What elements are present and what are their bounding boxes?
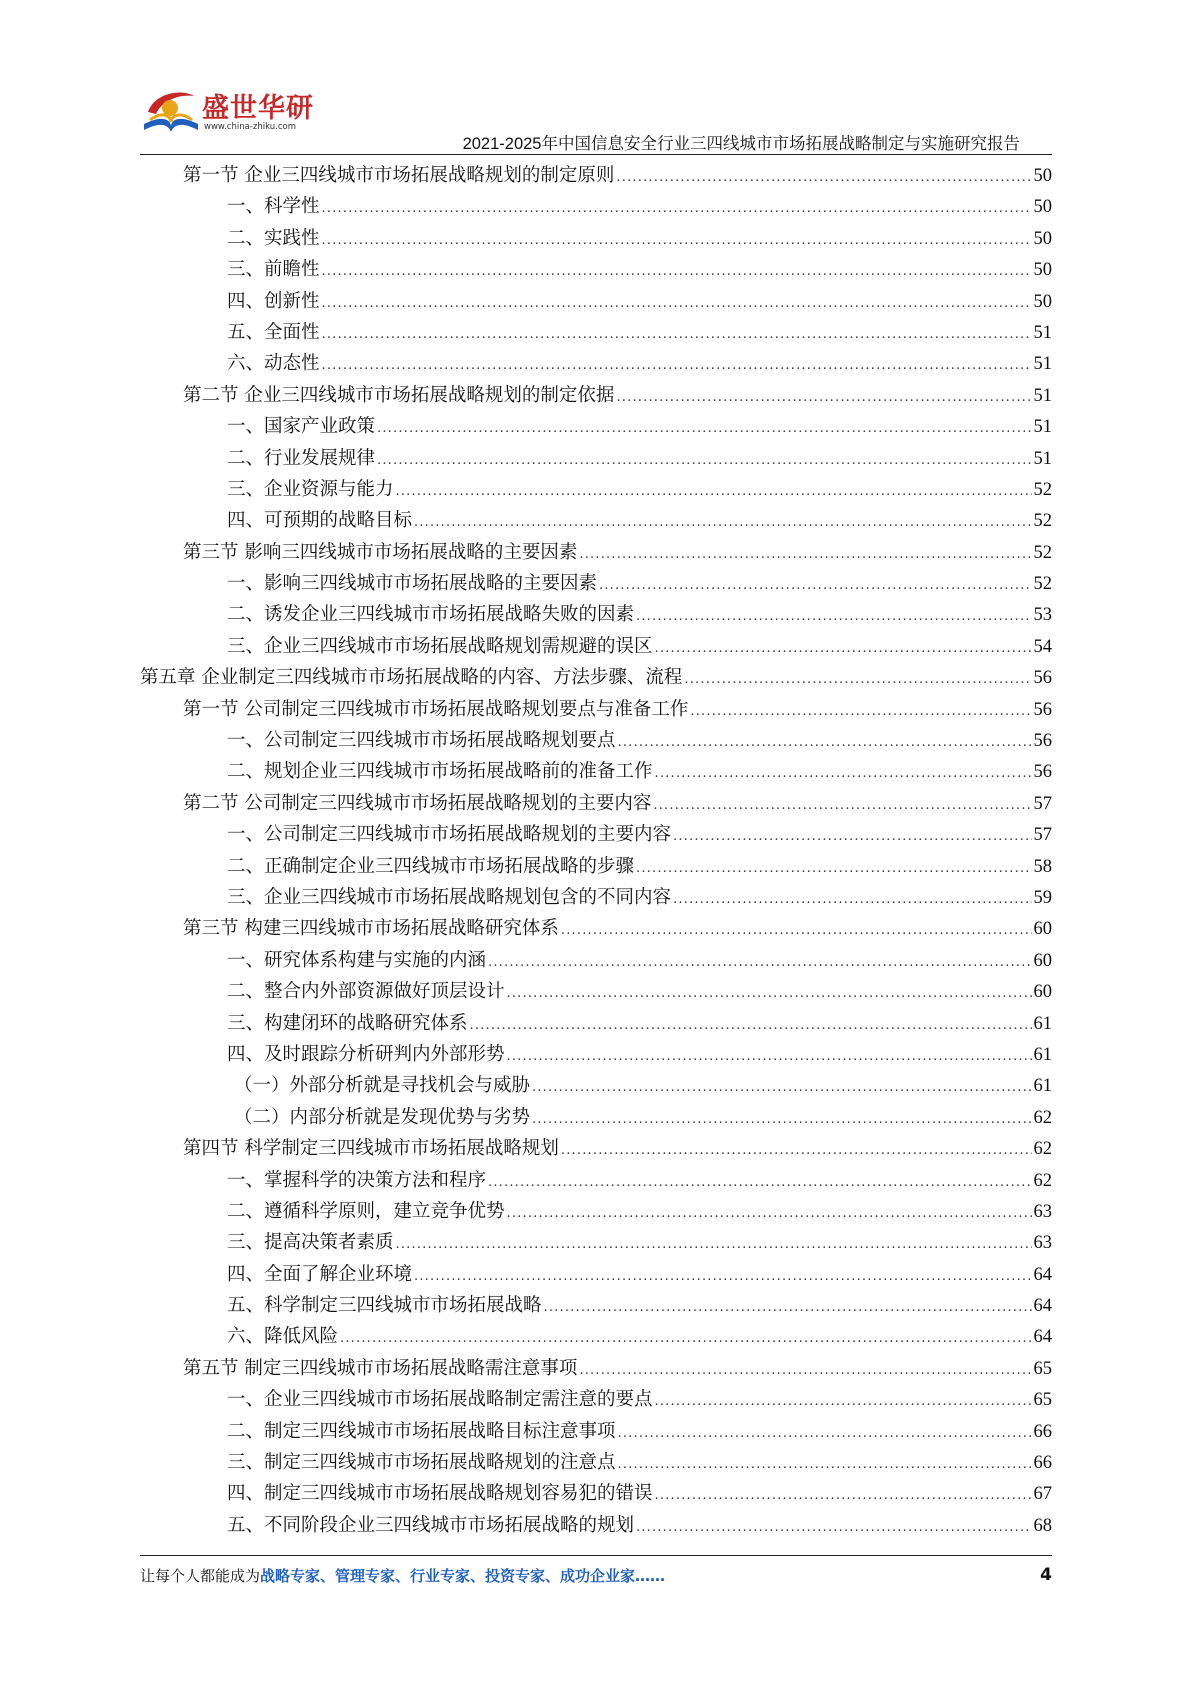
toc-leader-dots (653, 790, 1031, 821)
logo-url: www.china-zhiku.com (204, 122, 296, 132)
toc-leader-dots (684, 664, 1031, 695)
toc-entry-label: （二）内部分析就是发现优势与劣势 (234, 1106, 531, 1128)
toc-leader-dots (636, 853, 1031, 884)
toc-entry-label: 五、全面性 (227, 321, 320, 343)
toc-entry[interactable] (140, 1227, 1052, 1258)
logo-name: 盛世华研 (202, 93, 314, 124)
toc-entry[interactable] (140, 1290, 1052, 1321)
toc-entry-label: 四、及时跟踪分析研判内外部形势 (227, 1043, 505, 1065)
toc-leader-dots (616, 162, 1031, 193)
toc-entry-page: 56 (1033, 668, 1052, 689)
toc-entry-label: 第三节 构建三四线城市市场拓展战略研究体系 (183, 918, 559, 940)
report-title: 2021-2025年中国信息安全行业三四线城市市场拓展战略制定与实施研究报告 (462, 135, 1020, 153)
toc-entry-page: 63 (1033, 1201, 1052, 1222)
toc-entry[interactable] (140, 411, 1052, 442)
toc-entry[interactable] (140, 1259, 1052, 1290)
toc-entry-page: 61 (1033, 1044, 1052, 1065)
toc-entry-page: 57 (1033, 825, 1052, 846)
toc-leader-dots (340, 1323, 1031, 1354)
toc-entry-label: 二、规划企业三四线城市市场拓展战略前的准备工作 (227, 761, 653, 783)
page-footer (140, 1565, 1052, 1595)
toc-entry[interactable] (140, 945, 1052, 976)
toc-entry[interactable] (140, 1478, 1052, 1509)
book-logo-icon (140, 82, 202, 142)
toc-entry-label: 四、全面了解企业环境 (227, 1263, 413, 1285)
toc-entry-label: 三、企业资源与能力 (227, 478, 394, 500)
toc-entry-label: 一、公司制定三四线城市市场拓展战略规划要点 (227, 730, 616, 752)
toc-entry-label: 三、前瞻性 (227, 259, 320, 281)
toc-entry[interactable] (140, 599, 1052, 630)
toc-leader-dots (507, 978, 1032, 1009)
toc-entry[interactable] (140, 1008, 1052, 1039)
toc-entry-page: 50 (1033, 291, 1052, 312)
toc-entry-label: 五、不同阶段企业三四线城市市场拓展战略的规划 (227, 1514, 635, 1536)
toc-entry-page: 62 (1033, 1170, 1052, 1191)
toc-entry-page: 51 (1033, 448, 1052, 469)
toc-entry-label: 四、创新性 (227, 290, 320, 312)
toc-leader-dots (636, 601, 1031, 632)
toc-leader-dots (488, 1167, 1031, 1198)
toc-entry[interactable] (140, 1384, 1052, 1415)
toc-leader-dots (561, 1135, 1032, 1166)
toc-entry-label: 五、科学制定三四线城市市场拓展战略 (227, 1295, 542, 1317)
footer-slogan-prefix: 让每个人都能成为 (140, 1567, 261, 1585)
toc-entry-label: 第一节 公司制定三四线城市市场拓展战略规划要点与准备工作 (183, 698, 689, 720)
toc-leader-dots (322, 288, 1032, 319)
toc-entry-label: 六、动态性 (227, 353, 320, 375)
toc-entry-label: 二、正确制定企业三四线城市市场拓展战略的步骤 (227, 855, 635, 877)
toc-entry-page: 61 (1033, 1013, 1052, 1034)
toc-leader-dots (673, 821, 1031, 852)
toc-leader-dots (507, 1041, 1032, 1072)
toc-entry[interactable] (140, 380, 1052, 411)
toc-entry[interactable] (140, 819, 1052, 850)
toc-leader-dots (322, 350, 1032, 381)
toc-leader-dots (322, 225, 1032, 256)
toc-entry[interactable] (140, 1353, 1052, 1384)
toc-leader-dots (561, 915, 1032, 946)
toc-entry-label: 三、构建闭环的战略研究体系 (227, 1012, 468, 1034)
toc-entry-page: 62 (1033, 1107, 1052, 1128)
toc-entry-page: 51 (1033, 385, 1052, 406)
toc-entry[interactable] (140, 913, 1052, 944)
toc-entry-label: 第三节 影响三四线城市市场拓展战略的主要因素 (183, 541, 578, 563)
toc-entry[interactable] (140, 160, 1052, 191)
toc-leader-dots (377, 445, 1031, 476)
toc-entry[interactable] (140, 1321, 1052, 1352)
toc-entry-label: 一、企业三四线城市市场拓展战略制定需注意的要点 (227, 1389, 653, 1411)
toc-entry-page: 64 (1033, 1296, 1052, 1317)
toc-entry-label: 第五节 制定三四线城市市场拓展战略需注意事项 (183, 1357, 578, 1379)
toc-entry[interactable] (140, 756, 1052, 787)
toc-leader-dots (414, 1261, 1031, 1292)
toc-entry[interactable] (140, 1447, 1052, 1478)
toc-entry[interactable] (140, 1039, 1052, 1070)
toc-entry-page: 54 (1033, 636, 1052, 657)
toc-entry[interactable] (140, 286, 1052, 317)
toc-leader-dots (579, 1355, 1031, 1386)
toc-entry[interactable] (140, 882, 1052, 913)
toc-entry[interactable] (140, 851, 1052, 882)
toc-leader-dots (322, 193, 1032, 224)
toc-entry-page: 68 (1033, 1515, 1052, 1536)
toc-leader-dots (618, 727, 1032, 758)
toc-entry-page: 60 (1033, 919, 1052, 940)
footer-slogan-highlight: 战略专家、管理专家、行业专家、投资专家、成功企业家…… (260, 1567, 666, 1585)
toc-entry[interactable] (140, 254, 1052, 285)
toc-entry-page: 66 (1033, 1453, 1052, 1474)
toc-leader-dots (470, 1010, 1032, 1041)
toc-leader-dots (690, 696, 1031, 727)
toc-entry-page: 60 (1033, 982, 1052, 1003)
toc-entry[interactable] (140, 568, 1052, 599)
toc-entry-label: 二、整合内外部资源做好顶层设计 (227, 981, 505, 1003)
toc-leader-dots (618, 1449, 1032, 1480)
toc-entry-label: 三、企业三四线城市市场拓展战略规划包含的不同内容 (227, 886, 672, 908)
toc-entry-label: 三、提高决策者素质 (227, 1232, 394, 1254)
toc-entry-page: 65 (1033, 1358, 1052, 1379)
toc-leader-dots (655, 1386, 1032, 1417)
toc-leader-dots (488, 947, 1031, 978)
toc-leader-dots (655, 633, 1032, 664)
toc-entry-label: 四、制定三四线城市市场拓展战略规划容易犯的错误 (227, 1483, 653, 1505)
toc-entry[interactable] (140, 443, 1052, 474)
page-number: 4 (1040, 1565, 1052, 1585)
toc-entry-page: 64 (1033, 1327, 1052, 1348)
toc-entry-label: 二、制定三四线城市市场拓展战略目标注意事项 (227, 1420, 616, 1442)
toc-entry-page: 67 (1033, 1484, 1052, 1505)
toc-leader-dots (414, 507, 1031, 538)
toc-entry-label: 第四节 科学制定三四线城市市场拓展战略规划 (183, 1138, 559, 1160)
toc-leader-dots (322, 256, 1032, 287)
toc-entry[interactable] (140, 1510, 1052, 1541)
toc-entry-page: 50 (1033, 260, 1052, 281)
toc-entry-page: 60 (1033, 950, 1052, 971)
toc-entry[interactable] (140, 317, 1052, 348)
toc-entry-label: 第二节 公司制定三四线城市市场拓展战略规划的主要内容 (183, 792, 652, 814)
toc-entry-page: 56 (1033, 699, 1052, 720)
toc-entry[interactable] (140, 348, 1052, 379)
toc-entry-label: 六、降低风险 (227, 1326, 339, 1348)
toc-entry[interactable] (140, 1165, 1052, 1196)
toc-leader-dots (579, 539, 1031, 570)
toc-entry[interactable] (140, 725, 1052, 756)
toc-leader-dots (616, 382, 1031, 413)
toc-entry[interactable] (140, 631, 1052, 662)
toc-entry-label: 第一节 企业三四线城市市场拓展战略规划的制定原则 (183, 165, 615, 186)
toc-entry[interactable] (140, 662, 1052, 693)
toc-leader-dots (673, 884, 1031, 915)
toc-entry-page: 58 (1033, 856, 1052, 877)
toc-leader-dots (532, 1072, 1031, 1103)
toc-entry-label: 二、诱发企业三四线城市市场拓展战略失败的因素 (227, 604, 635, 626)
toc-entry-page: 59 (1033, 887, 1052, 908)
toc-entry-label: 一、科学性 (227, 196, 320, 218)
toc-entry-label: 四、可预期的战略目标 (227, 510, 413, 532)
toc-entry[interactable] (140, 1133, 1052, 1164)
toc-entry-label: 一、掌握科学的决策方法和程序 (227, 1169, 487, 1191)
toc-entry-label: 一、影响三四线城市市场拓展战略的主要因素 (227, 573, 598, 595)
toc-entry-page: 50 (1033, 197, 1052, 218)
toc-leader-dots (544, 1292, 1032, 1323)
toc-leader-dots (396, 1229, 1032, 1260)
toc-entry-page: 51 (1033, 354, 1052, 375)
toc-entry-page: 50 (1033, 228, 1052, 249)
toc-entry[interactable] (140, 1196, 1052, 1227)
toc-entry-page: 52 (1033, 479, 1052, 500)
toc-entry-label: 第五章 企业制定三四线城市市场拓展战略的内容、方法步骤、流程 (140, 667, 683, 689)
toc-entry-page: 51 (1033, 322, 1052, 343)
toc-entry-label: 三、企业三四线城市市场拓展战略规划需规避的误区 (227, 635, 653, 657)
toc-entry-page: 57 (1033, 793, 1052, 814)
toc-entry[interactable] (140, 1070, 1052, 1101)
toc-entry-page: 62 (1033, 1139, 1052, 1160)
toc-leader-dots (618, 1418, 1032, 1449)
footer-divider (140, 1555, 1052, 1556)
toc-entry[interactable] (140, 474, 1052, 505)
toc-entry[interactable] (140, 694, 1052, 725)
toc-entry-page: 52 (1033, 542, 1052, 563)
toc-entry-label: （一）外部分析就是寻找机会与威胁 (234, 1075, 531, 1097)
toc-entry-page: 64 (1033, 1264, 1052, 1285)
toc-entry-page: 61 (1033, 1076, 1052, 1097)
page-header (140, 82, 1060, 152)
table-of-contents (140, 160, 1052, 1541)
toc-entry[interactable] (140, 1416, 1052, 1447)
toc-entry[interactable] (140, 505, 1052, 536)
toc-entry-page: 56 (1033, 731, 1052, 752)
toc-leader-dots (377, 413, 1031, 444)
toc-entry[interactable] (140, 1102, 1052, 1133)
toc-entry-page: 51 (1033, 417, 1052, 438)
toc-leader-dots (396, 476, 1032, 507)
toc-leader-dots (322, 319, 1032, 350)
toc-leader-dots (599, 570, 1031, 601)
toc-entry-label: 二、行业发展规律 (227, 447, 376, 469)
toc-entry[interactable] (140, 223, 1052, 254)
toc-entry-page: 65 (1033, 1390, 1052, 1411)
toc-entry[interactable] (140, 191, 1052, 222)
toc-entry-page: 56 (1033, 762, 1052, 783)
toc-entry-page: 53 (1033, 605, 1052, 626)
toc-entry-label: 二、实践性 (227, 227, 320, 249)
toc-entry-page: 50 (1033, 166, 1052, 186)
toc-leader-dots (655, 1480, 1032, 1511)
toc-entry-label: 一、国家产业政策 (227, 416, 376, 438)
toc-entry-label: 二、遵循科学原则，建立竞争优势 (227, 1200, 505, 1222)
toc-entry-label: 一、公司制定三四线城市市场拓展战略规划的主要内容 (227, 824, 672, 846)
toc-entry-page: 66 (1033, 1421, 1052, 1442)
toc-entry-label: 三、制定三四线城市市场拓展战略规划的注意点 (227, 1452, 616, 1474)
toc-entry-page: 52 (1033, 511, 1052, 532)
toc-entry-page: 63 (1033, 1233, 1052, 1254)
toc-entry-label: 一、研究体系构建与实施的内涵 (227, 949, 487, 971)
company-logo (140, 82, 320, 144)
toc-leader-dots (655, 758, 1032, 789)
toc-entry[interactable] (140, 788, 1052, 819)
toc-entry[interactable] (140, 976, 1052, 1007)
toc-entry-page: 52 (1033, 574, 1052, 595)
toc-leader-dots (532, 1104, 1031, 1135)
header-divider (140, 154, 1052, 155)
toc-leader-dots (636, 1512, 1031, 1543)
toc-leader-dots (507, 1198, 1032, 1229)
toc-entry[interactable] (140, 537, 1052, 568)
toc-entry-label: 第二节 企业三四线城市市场拓展战略规划的制定依据 (183, 384, 615, 406)
